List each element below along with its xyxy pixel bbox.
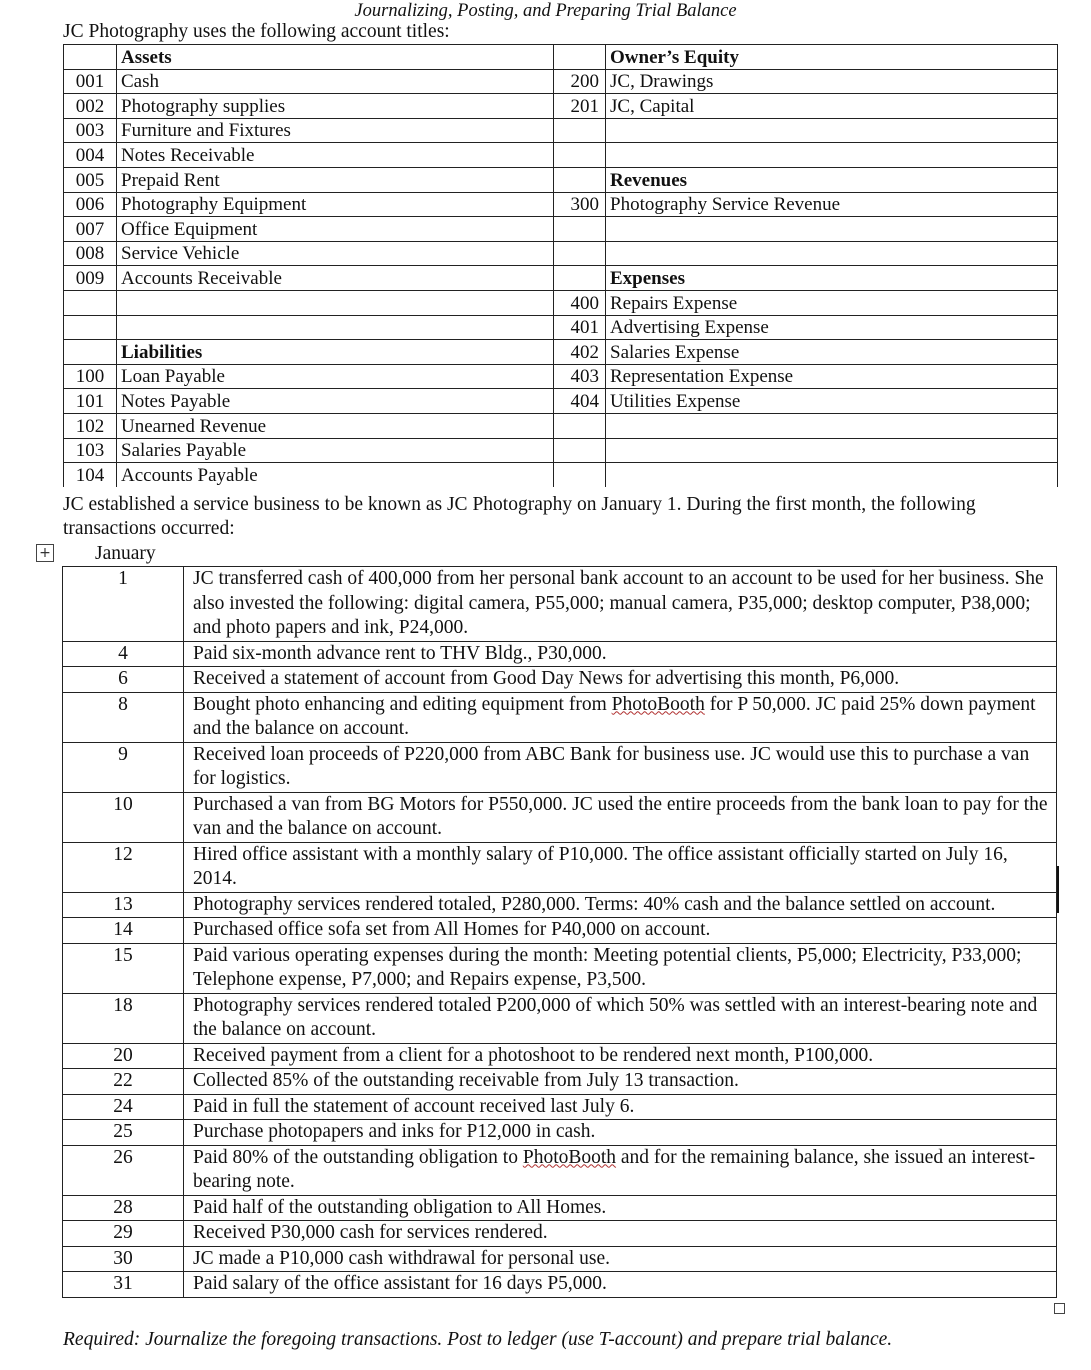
- right-account-name: JC, Drawings: [606, 69, 1058, 94]
- left-account-name: Accounts Receivable: [117, 266, 554, 291]
- left-account-code: 006: [64, 192, 117, 217]
- left-account-name: Notes Receivable: [117, 143, 554, 168]
- transaction-row: [63, 1272, 1057, 1298]
- account-row: [64, 389, 1058, 414]
- spellcheck-word: PhotoBooth: [611, 693, 705, 715]
- transaction-description: Received a statement of account from Good Day News for advertising this month, P6,000.: [184, 667, 1057, 693]
- account-row: [64, 463, 1058, 487]
- transaction-description: Purchased office sofa set from All Homes for P40,000 on account.: [184, 918, 1057, 944]
- right-account-name: [606, 413, 1058, 438]
- left-account-code: [64, 45, 117, 70]
- right-account-code: 402: [554, 340, 606, 365]
- transaction-row: [63, 1120, 1057, 1146]
- account-titles-table: [63, 44, 1058, 487]
- right-account-name: JC, Capital: [606, 94, 1058, 119]
- left-account-name: Service Vehicle: [117, 241, 554, 266]
- right-account-code: [554, 463, 606, 487]
- transaction-row: [63, 1094, 1057, 1120]
- left-account-name: Notes Payable: [117, 389, 554, 414]
- right-account-name: Repairs Expense: [606, 290, 1058, 315]
- right-account-name: [606, 118, 1058, 143]
- left-account-code: 102: [64, 413, 117, 438]
- move-icon[interactable]: +: [36, 544, 54, 562]
- right-account-code: 401: [554, 315, 606, 340]
- left-account-code: [64, 290, 117, 315]
- right-section-heading: Owner’s Equity: [606, 45, 1058, 70]
- intro-text: JC Photography uses the following account titles:: [63, 21, 450, 42]
- left-account-code: 008: [64, 241, 117, 266]
- account-row: [64, 413, 1058, 438]
- left-account-code: 103: [64, 438, 117, 463]
- account-row: [64, 266, 1058, 291]
- transaction-day: 8: [63, 692, 184, 742]
- left-account-code: 004: [64, 143, 117, 168]
- transaction-row: [63, 567, 1057, 642]
- transaction-day: 15: [63, 943, 184, 993]
- left-section-heading: Assets: [117, 45, 554, 70]
- account-row: [64, 241, 1058, 266]
- transaction-text-part: for P 50,000. JC paid 25% down payment and the balance on account.: [193, 693, 1036, 739]
- left-account-name: Unearned Revenue: [117, 413, 554, 438]
- transaction-day: 31: [63, 1272, 184, 1298]
- left-account-name: Cash: [117, 69, 554, 94]
- right-account-name: Salaries Expense: [606, 340, 1058, 365]
- left-account-name: [117, 290, 554, 315]
- left-account-code: 002: [64, 94, 117, 119]
- transaction-day: 1: [63, 567, 184, 642]
- left-account-code: 104: [64, 463, 117, 487]
- right-account-code: [554, 241, 606, 266]
- transaction-day: 10: [63, 792, 184, 842]
- transaction-day: 25: [63, 1120, 184, 1146]
- account-row: [64, 69, 1058, 94]
- transaction-text-part: Bought photo enhancing and editing equipment from: [193, 693, 612, 715]
- transaction-description: JC made a P10,000 cash withdrawal for personal use.: [184, 1246, 1057, 1272]
- account-row: [64, 217, 1058, 242]
- transaction-description: Purchased a van from BG Motors for P550,000. JC used the entire proceeds from the bank loan to pay for the van and the balance on account.: [184, 792, 1057, 842]
- right-account-code: 403: [554, 364, 606, 389]
- account-row: [64, 315, 1058, 340]
- left-account-code: 100: [64, 364, 117, 389]
- right-account-code: [554, 217, 606, 242]
- transaction-day: 20: [63, 1043, 184, 1069]
- left-account-code: 009: [64, 266, 117, 291]
- transaction-row: [63, 892, 1057, 918]
- transaction-description: [184, 692, 1057, 742]
- transaction-row: [63, 1145, 1057, 1195]
- transaction-row: [63, 641, 1057, 667]
- account-row: [64, 340, 1058, 365]
- left-account-name: Office Equipment: [117, 217, 554, 242]
- transaction-day: 18: [63, 993, 184, 1043]
- right-account-code: [554, 167, 606, 192]
- required-instructions: Required: Journalize the foregoing transactions. Post to ledger (use T-account) and prepare trial balance.: [63, 1329, 893, 1350]
- transaction-description: Received P30,000 cash for services rendered.: [184, 1221, 1057, 1247]
- left-account-name: Prepaid Rent: [117, 167, 554, 192]
- transaction-day: 22: [63, 1069, 184, 1095]
- right-account-name: Representation Expense: [606, 364, 1058, 389]
- right-account-name: [606, 217, 1058, 242]
- left-account-name: Loan Payable: [117, 364, 554, 389]
- transaction-description: Paid salary of the office assistant for 16 days P5,000.: [184, 1272, 1057, 1298]
- right-account-code: [554, 45, 606, 70]
- page-title: Journalizing, Posting, and Preparing Trial Balance: [354, 1, 737, 21]
- transaction-text-part: and for the remaining balance, she issued an interest-bearing note.: [193, 1146, 1036, 1192]
- right-account-name: Photography Service Revenue: [606, 192, 1058, 217]
- account-row: [64, 45, 1058, 70]
- transaction-day: 14: [63, 918, 184, 944]
- right-account-code: 200: [554, 69, 606, 94]
- transaction-day: 26: [63, 1145, 184, 1195]
- transaction-row: [63, 1221, 1057, 1247]
- transaction-day: 4: [63, 641, 184, 667]
- left-section-heading: Liabilities: [117, 340, 554, 365]
- right-account-code: [554, 266, 606, 291]
- text-cursor: [1057, 866, 1059, 913]
- transaction-row: [63, 993, 1057, 1043]
- transaction-description: Purchase photopapers and inks for P12,000 in cash.: [184, 1120, 1057, 1146]
- transaction-day: 24: [63, 1094, 184, 1120]
- transaction-day: 13: [63, 892, 184, 918]
- transaction-description: [184, 1145, 1057, 1195]
- transactions-table: [62, 566, 1057, 1298]
- left-account-name: Salaries Payable: [117, 438, 554, 463]
- account-row: [64, 364, 1058, 389]
- transaction-row: [63, 1246, 1057, 1272]
- left-account-code: 005: [64, 167, 117, 192]
- transaction-description: Paid half of the outstanding obligation to All Homes.: [184, 1195, 1057, 1221]
- left-account-code: [64, 340, 117, 365]
- left-account-code: 007: [64, 217, 117, 242]
- transaction-text-part: Paid 80% of the outstanding obligation to: [193, 1146, 523, 1168]
- right-account-name: [606, 143, 1058, 168]
- transaction-day: 6: [63, 667, 184, 693]
- transaction-row: [63, 667, 1057, 693]
- transaction-row: [63, 943, 1057, 993]
- transaction-description: Received payment from a client for a photoshoot to be rendered next month, P100,000.: [184, 1043, 1057, 1069]
- left-account-name: Photography supplies: [117, 94, 554, 119]
- right-section-heading: Revenues: [606, 167, 1058, 192]
- left-account-name: Accounts Payable: [117, 463, 554, 487]
- left-account-name: [117, 315, 554, 340]
- transaction-day: 30: [63, 1246, 184, 1272]
- transaction-row: [63, 792, 1057, 842]
- right-account-code: 400: [554, 290, 606, 315]
- account-row: [64, 143, 1058, 168]
- transaction-description: Received loan proceeds of P220,000 from ABC Bank for business use. JC would use this to purchase a van for logistics.: [184, 742, 1057, 792]
- transaction-description: Photography services rendered totaled, P280,000. Terms: 40% cash and the balance settled on account.: [184, 892, 1057, 918]
- transaction-description: JC transferred cash of 400,000 from her personal bank account to an account to be used for her business. She also invested the following: digital camera, P55,000; manual camera, P35,000; desktop computer, P38,000; and photo papers and ink, P24,000.: [184, 567, 1057, 642]
- right-account-code: 201: [554, 94, 606, 119]
- transaction-row: [63, 1043, 1057, 1069]
- account-row: [64, 192, 1058, 217]
- left-account-code: [64, 315, 117, 340]
- left-account-code: 003: [64, 118, 117, 143]
- resize-handle-icon[interactable]: [1054, 1303, 1065, 1314]
- transaction-day: 28: [63, 1195, 184, 1221]
- left-account-code: 101: [64, 389, 117, 414]
- transaction-description: Collected 85% of the outstanding receivable from July 13 transaction.: [184, 1069, 1057, 1095]
- right-account-name: [606, 241, 1058, 266]
- narrative-text: JC established a service business to be known as JC Photography on January 1. During the first month, the following transactions occurred:: [63, 494, 976, 539]
- right-account-name: [606, 463, 1058, 487]
- transaction-description: Paid six-month advance rent to THV Bldg., P30,000.: [184, 641, 1057, 667]
- right-account-code: 300: [554, 192, 606, 217]
- account-row: [64, 290, 1058, 315]
- right-account-name: Utilities Expense: [606, 389, 1058, 414]
- transaction-day: 12: [63, 842, 184, 892]
- right-account-code: [554, 118, 606, 143]
- transaction-row: [63, 1195, 1057, 1221]
- transaction-description: Paid various operating expenses during the month: Meeting potential clients, P5,000; Electricity, P33,000; Telephone expense, P7,000; and Repairs expense, P3,500.: [184, 943, 1057, 993]
- transaction-description: Paid in full the statement of account received last July 6.: [184, 1094, 1057, 1120]
- transaction-row: [63, 692, 1057, 742]
- right-account-code: 404: [554, 389, 606, 414]
- right-section-heading: Expenses: [606, 266, 1058, 291]
- transaction-description: Hired office assistant with a monthly salary of P10,000. The office assistant officially started on July 16, 2014.: [184, 842, 1057, 892]
- right-account-code: [554, 143, 606, 168]
- account-row: [64, 438, 1058, 463]
- transaction-day: 9: [63, 742, 184, 792]
- transaction-description: Photography services rendered totaled P200,000 of which 50% was settled with an interest-bearing note and the balance on account.: [184, 993, 1057, 1043]
- account-row: [64, 94, 1058, 119]
- month-label: January: [95, 543, 156, 564]
- transaction-day: 29: [63, 1221, 184, 1247]
- right-account-code: [554, 413, 606, 438]
- right-account-name: Advertising Expense: [606, 315, 1058, 340]
- left-account-name: Furniture and Fixtures: [117, 118, 554, 143]
- transaction-row: [63, 742, 1057, 792]
- transaction-row: [63, 918, 1057, 944]
- spellcheck-word: PhotoBooth: [522, 1146, 617, 1168]
- right-account-code: [554, 438, 606, 463]
- transaction-row: [63, 842, 1057, 892]
- left-account-name: Photography Equipment: [117, 192, 554, 217]
- right-account-name: [606, 438, 1058, 463]
- account-row: [64, 118, 1058, 143]
- account-row: [64, 167, 1058, 192]
- transaction-row: [63, 1069, 1057, 1095]
- left-account-code: 001: [64, 69, 117, 94]
